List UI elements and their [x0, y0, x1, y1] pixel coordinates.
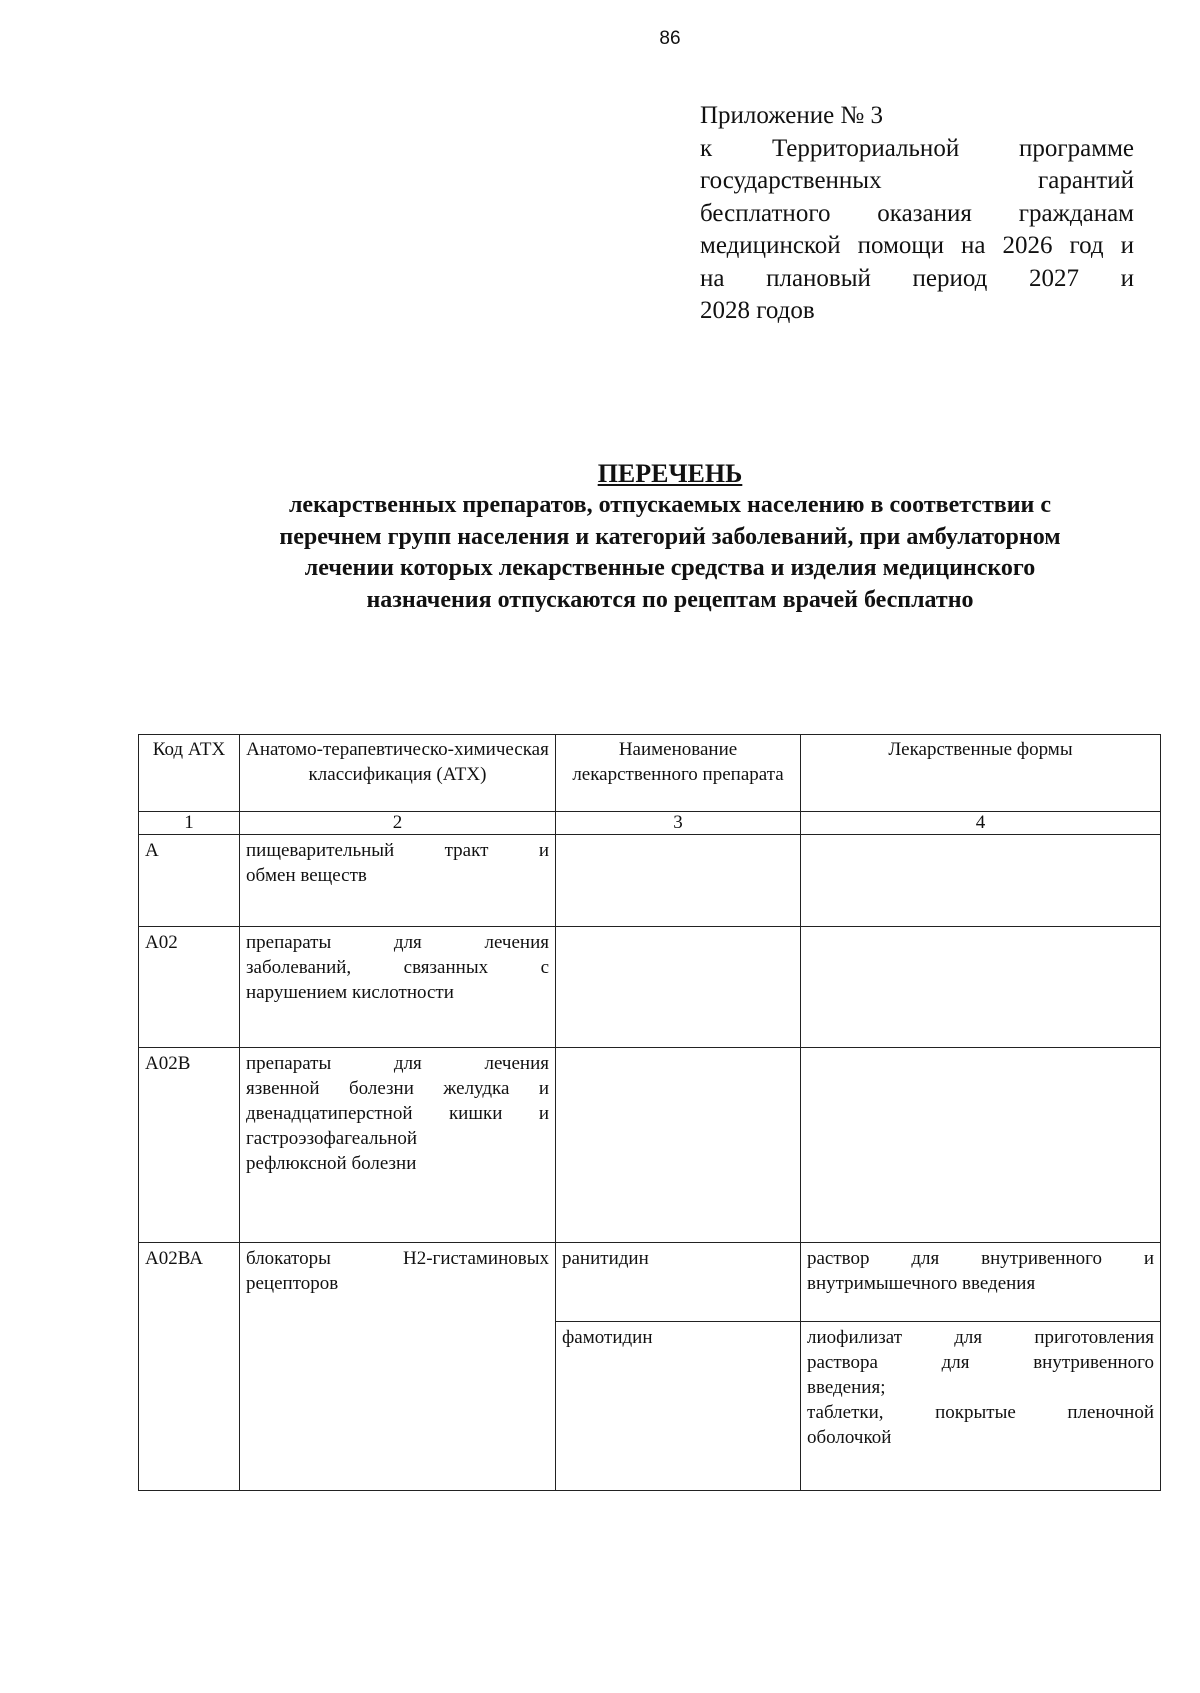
- table-row: [139, 1048, 1161, 1243]
- drug-name-cell: [556, 835, 801, 927]
- dosage-form-cell: [801, 835, 1161, 927]
- header-atc-classification: Анатомо-терапевтическо-химическая классификация (АТХ): [240, 735, 556, 812]
- document-subtitle: лекарственных препаратов, отпускаемых населению в соответствии с перечнем групп населения и категорий заболеваний, при амбулаторном лечении которых лекарственные средства и изделия медицинского назначения отпускаются по рецептам врачей бесплатно: [279, 492, 1061, 613]
- classification-line: рефлюксной болезни: [246, 1153, 417, 1174]
- table-row: [139, 927, 1161, 1048]
- classification-cell: [240, 927, 556, 1048]
- classification-line: рецепторов: [246, 1273, 339, 1294]
- classification-line: обмен веществ: [246, 865, 367, 886]
- table-row: [139, 835, 1161, 927]
- annex-line: бесплатного оказания гражданам: [700, 199, 1134, 227]
- column-number: 1: [139, 812, 240, 835]
- dosage-form-cell: [801, 1322, 1161, 1491]
- annex-line: к Территориальной программе: [700, 134, 1134, 162]
- dosage-form-line: внутримышечного введения: [807, 1273, 1036, 1294]
- drug-name-cell: фамотидин: [556, 1322, 801, 1491]
- dosage-form-line: раствора для внутривенного: [807, 1352, 1154, 1373]
- annex-title: Приложение № 3: [700, 102, 884, 129]
- classification-line: пищеварительный тракт и: [246, 840, 549, 861]
- classification-line: препараты для лечения: [246, 1053, 549, 1074]
- column-number: 3: [556, 812, 801, 835]
- atc-code-cell: А02: [139, 927, 240, 1048]
- document-title: ПЕРЕЧЕНЬ: [597, 459, 743, 488]
- header-dosage-forms: Лекарственные формы: [801, 735, 1161, 812]
- classification-cell: [240, 835, 556, 927]
- classification-line: язвенной болезни желудка и: [246, 1078, 549, 1099]
- annex-line: государственных гарантий: [700, 167, 1134, 194]
- classification-line: нарушением кислотности: [246, 982, 454, 1003]
- drug-name-cell: [556, 1048, 801, 1243]
- drug-name-cell: ранитидин: [556, 1243, 801, 1322]
- classification-line: гастроэзофагеальной: [246, 1128, 418, 1149]
- annex-line: 2028 годов: [700, 297, 815, 324]
- dosage-form-line: таблетки, покрытые пленочной: [807, 1402, 1154, 1423]
- dosage-form-cell: [801, 1048, 1161, 1243]
- drug-name-cell: [556, 927, 801, 1048]
- column-number-row: [139, 812, 1161, 835]
- page-number: 86: [659, 28, 681, 49]
- annex-line: на плановый период 2027 и: [700, 264, 1134, 292]
- classification-line: препараты для лечения: [246, 932, 549, 953]
- classification-cell: [240, 1243, 556, 1491]
- drug-list-table: [138, 734, 1161, 1491]
- document-heading: [220, 458, 1120, 616]
- dosage-form-line: лиофилизат для приготовления: [807, 1327, 1154, 1348]
- header-drug-name: Наименование лекарственного препарата: [556, 735, 801, 812]
- atc-code-cell: А02В: [139, 1048, 240, 1243]
- classification-line: двенадцатиперстной кишки и: [246, 1103, 549, 1124]
- classification-line: блокаторы Н2-гистаминовых: [246, 1248, 549, 1269]
- table-header-row: [139, 735, 1161, 812]
- classification-cell: [240, 1048, 556, 1243]
- atc-code-cell: А02ВА: [139, 1243, 240, 1491]
- classification-line: заболеваний, связанных с: [246, 957, 549, 978]
- column-number: 4: [801, 812, 1161, 835]
- header-atc-code: Код АТХ: [139, 735, 240, 812]
- atc-code-cell: А: [139, 835, 240, 927]
- table-row: [139, 1243, 1161, 1322]
- dosage-form-cell: [801, 1243, 1161, 1322]
- dosage-form-line: введения;: [807, 1377, 886, 1398]
- dosage-form-line: раствор для внутривенного и: [807, 1248, 1154, 1269]
- dosage-form-line: оболочкой: [807, 1427, 892, 1448]
- annex-block: [700, 100, 1134, 328]
- dosage-form-cell: [801, 927, 1161, 1048]
- annex-line: медицинской помощи на 2026 год и: [700, 232, 1134, 259]
- column-number: 2: [240, 812, 556, 835]
